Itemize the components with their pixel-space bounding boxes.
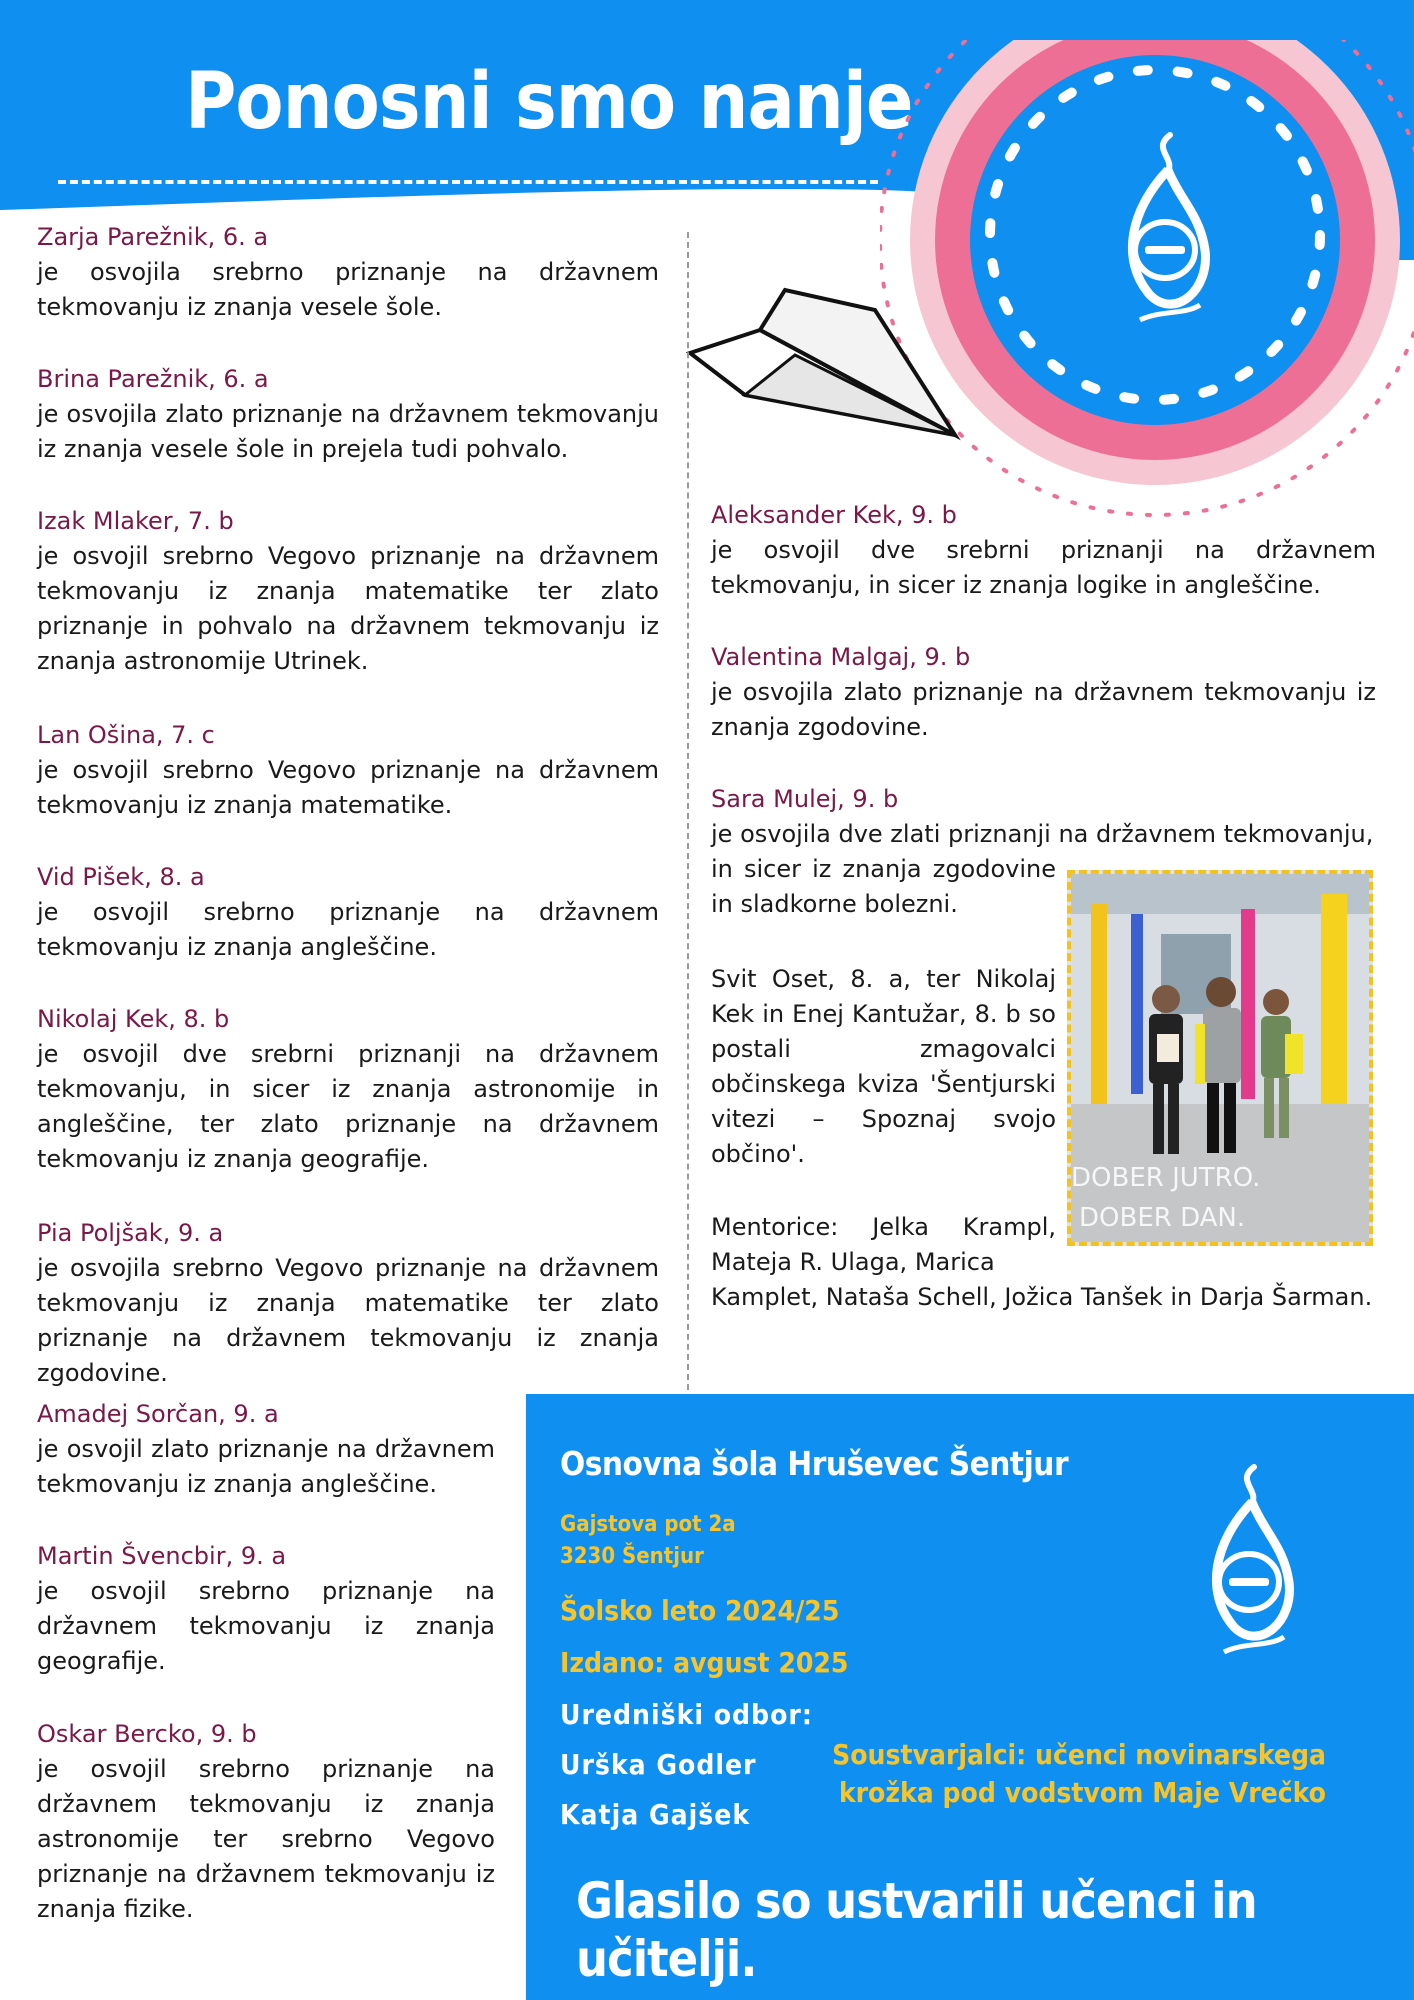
page-title: Ponosni smo nanje [185, 57, 913, 147]
award-description: je osvojil dve srebrni priznanji na državnem tekmovanju, in sicer iz znanja logike in angleščine. [711, 536, 1376, 599]
award-entry [711, 782, 1376, 852]
column-divider [687, 232, 689, 1390]
award-description: je osvojil zlato priznanje na državnem tekmovanju iz znanja angleščine. [37, 1435, 495, 1498]
school-address-2: 3230 Šentjur [560, 1544, 704, 1569]
award-description: je osvojila zlato priznanje na državnem tekmovanju iz znanja zgodovine. [711, 678, 1376, 741]
student-name: Lan Ošina, 7. c [37, 721, 215, 749]
award-entry [37, 220, 659, 325]
award-description: je osvojil dve srebrni priznanji na državnem tekmovanju, in sicer iz znanja astronomije in angleščine, ter zlato priznanje na državnem tekmovanju iz znanja geografije. [37, 1040, 659, 1173]
award-description: je osvojila zlato priznanje na državnem tekmovanju iz znanja vesele šole in prejela tudi pohvalo. [37, 400, 659, 463]
award-entry [37, 362, 659, 467]
cocreators-line-2: krožka pod vodstvom Maje Vrečko [838, 1776, 1326, 1809]
award-description: je osvojil srebrno priznanje na državnem tekmovanju iz znanja angleščine. [37, 898, 659, 961]
paper-plane-icon [685, 285, 965, 445]
award-entry [37, 718, 659, 823]
editor-name: Katja Gajšek [560, 1798, 751, 1831]
editorial-board-label: Uredniški odbor: [560, 1698, 813, 1731]
issue-date: Izdano: avgust 2025 [560, 1646, 849, 1679]
school-name: Osnovna šola Hruševec Šentjur [560, 1444, 1069, 1483]
mentors-text-continued: Kamplet, Nataša Schell, Jožica Tanšek in Darja Šarman. [711, 1283, 1373, 1311]
student-name: Zarja Parežnik, 6. a [37, 223, 269, 251]
editor-name: Urška Godler [560, 1748, 757, 1781]
award-description: je osvojil srebrno priznanje na državnem tekmovanju iz znanja astronomije ter srebrno Vegovo priznanje na državnem tekmovanju iz znanja fizike. [37, 1755, 495, 1923]
student-name: Vid Pišek, 8. a [37, 863, 205, 891]
award-entry [37, 1216, 659, 1391]
student-name: Brina Parežnik, 6. a [37, 365, 269, 393]
ground-text-2: DOBER DAN. [1079, 1203, 1246, 1233]
cocreators-line-1: Soustvarjalci: učenci novinarskega [832, 1738, 1326, 1771]
student-name: Izak Mlaker, 7. b [37, 507, 234, 535]
award-entry [37, 860, 659, 965]
award-entry [37, 1002, 659, 1177]
photo-illustration [1071, 874, 1369, 1242]
award-description: je osvojil srebrno Vegovo priznanje na državnem tekmovanju iz znanja matematike ter zlato priznanje in pohvalo na državnem tekmovanju iz znanja astronomije Utrinek. [37, 542, 659, 675]
award-description: je osvojil srebrno priznanje na državnem tekmovanju iz znanja geografije. [37, 1577, 495, 1675]
award-entry [37, 1717, 495, 1927]
school-logo-icon [1110, 130, 1220, 330]
school-year: Šolsko leto 2024/25 [560, 1594, 840, 1627]
students-photo [1067, 870, 1373, 1246]
student-name: Nikolaj Kek, 8. b [37, 1005, 230, 1033]
student-name: Amadej Sorčan, 9. a [37, 1400, 279, 1428]
student-name: Martin Švencbir, 9. a [37, 1542, 287, 1570]
ground-text-1: DOBER JUTRO. [1071, 1163, 1261, 1193]
award-description: je osvojil srebrno Vegovo priznanje na državnem tekmovanju iz znanja matematike. [37, 756, 659, 819]
award-entry [711, 498, 1376, 603]
mentors-text: Mentorice: Jelka Krampl, Mateja R. Ulaga, Marica [711, 1213, 1056, 1276]
student-name: Valentina Malgaj, 9. b [711, 643, 971, 671]
award-description: je osvojila srebrno Vegovo priznanje na državnem tekmovanju iz znanja matematike ter zlato priznanje na državnem tekmovanju iz znanja zgodovine. [37, 1254, 659, 1387]
student-name: Pia Poljšak, 9. a [37, 1219, 224, 1247]
school-address-1: Gajstova pot 2a [560, 1512, 736, 1537]
student-name: Aleksander Kek, 9. b [711, 501, 957, 529]
footer-slogan: Glasilo so ustvarili učenci in učitelji. [576, 1872, 1257, 1988]
footer-panel [526, 1394, 1414, 2000]
award-entry [37, 1539, 495, 1679]
student-name: Oskar Bercko, 9. b [37, 1720, 257, 1748]
award-entry [711, 640, 1376, 745]
student-name: Sara Mulej, 9. b [711, 785, 899, 813]
title-underline [58, 180, 878, 184]
school-logo-icon [1194, 1452, 1304, 1672]
award-description: je osvojila dve zlati priznanji na državnem tekmovanju, [711, 820, 1374, 848]
award-entry [37, 1397, 495, 1502]
quiz-winners-text: Svit Oset, 8. a, ter Nikolaj Kek in Enej Kantužar, 8. b so postali zmagovalci občinskega kviza 'Šentjurski vitezi – Spoznaj svojo občino'. [711, 965, 1056, 1168]
award-description: je osvojila srebrno priznanje na državnem tekmovanju iz znanja vesele šole. [37, 258, 659, 321]
award-entry [37, 504, 659, 679]
award-description-continued: in sicer iz znanja zgodovine in sladkorne bolezni. [711, 855, 1056, 918]
